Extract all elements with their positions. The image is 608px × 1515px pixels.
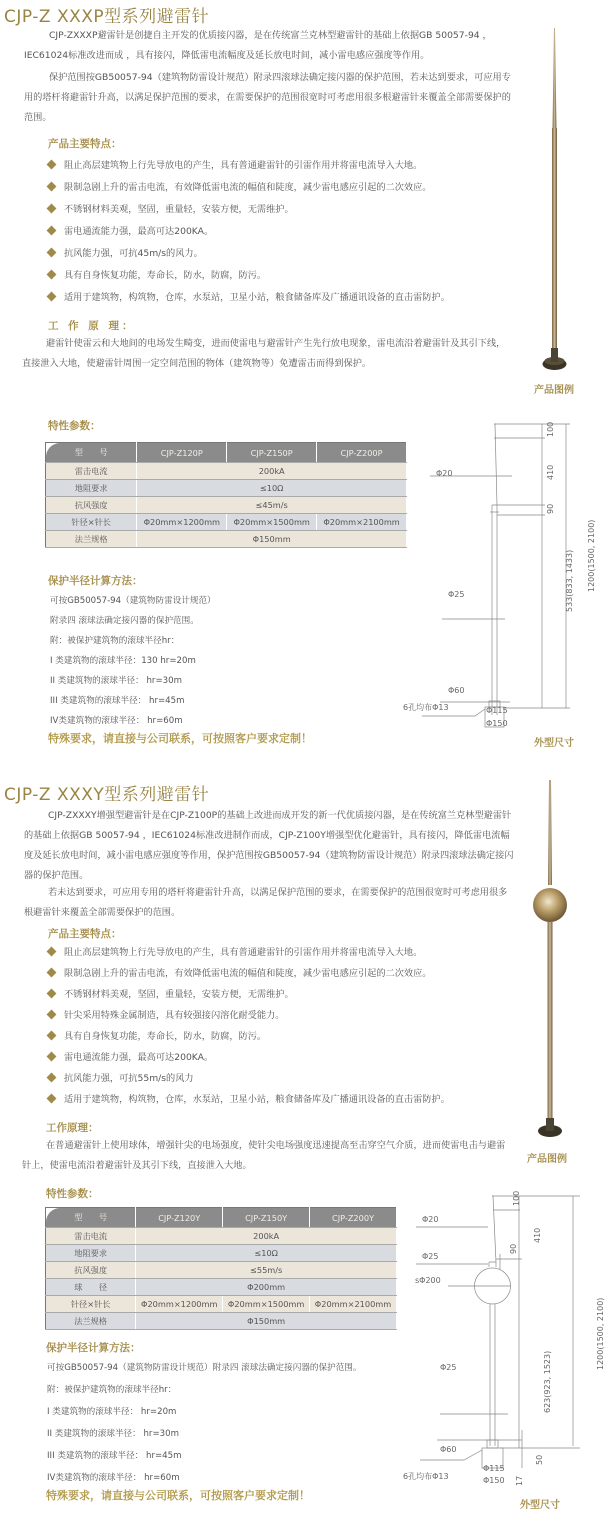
dim-1200: 1200(1500, 2100): [596, 1297, 605, 1370]
table-cell: ≤55m/s: [136, 1262, 397, 1279]
section1-drawing-caption: 外型尺寸: [534, 738, 574, 749]
section2-principle-text: 在普通避雷针上使用球体，增强针尖的电场强度，使针尖电场强度迅速提高至击穿空气介质，进而使雷电击与避雷针上，使雷电流沿着避雷针及其引下线，直接泄入大地。: [22, 1140, 506, 1171]
table-cell: ≤10Ω: [137, 480, 407, 497]
table-cell-label: 抗风强度: [46, 497, 137, 514]
feature-item: 不锈钢材料美观，坚固，重量轻，安装方便，无需维护。: [48, 200, 450, 220]
diamond-bullet-icon: [47, 968, 57, 978]
dim-d20: Φ20: [422, 1215, 439, 1224]
table-header-row: [46, 443, 407, 463]
table-row: [46, 1262, 397, 1279]
dim-d115: Φ115: [486, 706, 508, 715]
feature-item: 阻止高层建筑物上行先导放电的产生，具有普通避雷针的引雷作用并将雷电流导入大地。: [48, 943, 450, 963]
section1-title: CJP-Z XXXP型系列避雷针: [4, 7, 210, 27]
dim-holes: 6孔均布Φ13: [403, 1472, 449, 1481]
table-row: [46, 480, 407, 497]
dim-17: 17: [515, 1475, 524, 1486]
dim-50: 50: [535, 1454, 544, 1465]
table-cell: ≤10Ω: [136, 1245, 397, 1262]
table-cell: 200kA: [137, 463, 407, 480]
section1-intro-2: 保护范围按GB50057-94（建筑物防雷设计规范）附录四滚球法确定接闪器的保护范围，若未达到要求，可应用专用的塔杆将避雷针升高，以满足保护范围的要求，在需要保护的范围很宽时可考虑用很多根避雷针来覆盖全部需要保护的范围。: [24, 72, 511, 123]
table-cell: Φ20mm×1500mm: [227, 514, 317, 531]
section1-principle-text: 避雷针使雷云和大地间的电场发生畸变，进而使雷电与避雷针产生先行放电现象，雷电流沿着避雷针及其引下线，直接泄入大地，使避雷针周围一定空间范围的物体（建筑物等）免遭雷击而得到保护。: [22, 338, 506, 369]
diamond-bullet-icon: [47, 248, 57, 258]
table-header-cell: CJP-Z120P: [137, 443, 227, 463]
diamond-bullet-icon: [47, 1031, 57, 1041]
table-cell-label: 雷击电流: [46, 1228, 136, 1245]
dim-410: 410: [546, 464, 555, 480]
table-cell: Φ20mm×1500mm: [223, 1296, 310, 1313]
diamond-bullet-icon: [47, 989, 57, 999]
diamond-bullet-icon: [47, 182, 57, 192]
feature-item: 针尖采用特殊金属制造，具有较强接闪溶化耐受能力。: [48, 1006, 450, 1026]
dim-90: 90: [509, 1243, 518, 1254]
table-cell: Φ20mm×1200mm: [137, 514, 227, 531]
table-cell-label: 法兰规格: [46, 1313, 136, 1330]
table-header-row: [46, 1208, 397, 1228]
calc-line: IV类建筑物的滚球半径： hr=60m: [50, 716, 183, 726]
table-cell-label: 法兰规格: [46, 531, 137, 548]
section1-intro-1: CJP-ZXXXP避雷针是创捷自主开发的优质接闪器，是在传统富兰克林型避雷针的基础上依据GB 50057-94 ，IEC61024标准改进而成 ，具有接闪，降低雷电流幅度及延长放电时间，减小雷电感应强度等作用。: [24, 30, 492, 61]
calc-line: I 类建筑物的滚球半径： hr=20m: [47, 1407, 177, 1417]
table-cell: Φ20mm×2100mm: [310, 1296, 397, 1313]
section2-intro-2: 若未达到要求，可应用专用的塔杆将避雷针升高，以满足保护范围的要求，在需要保护的范围很宽时可考虑用很多根避雷针来覆盖全部需要保护的范围。: [24, 887, 508, 918]
section2-title: CJP-Z XXXY型系列避雷针: [4, 785, 210, 805]
calc-line: III 类建筑物的滚球半径： hr=45m: [47, 1451, 182, 1461]
table-header-cell: 型 号: [46, 443, 137, 463]
section2-features-list: [48, 943, 450, 1110]
table-cell-label: 地阻要求: [46, 1245, 136, 1262]
section1-calc-title: 保护半径计算方法：: [48, 575, 143, 587]
table-header-cell: CJP-Z200Y: [310, 1208, 397, 1228]
section2-spec-table: [45, 1207, 397, 1330]
table-row: [46, 531, 407, 548]
feature-item: 限制急剧上升的雷击电流，有效降低雷电流的幅值和陡度，减少雷电感应引起的二次效应。: [48, 964, 450, 984]
calc-line: III 类建筑物的滚球半径： hr=45m: [50, 696, 185, 706]
table-row: [46, 1296, 397, 1313]
table-cell: Φ200mm: [136, 1279, 397, 1296]
diamond-bullet-icon: [47, 1094, 57, 1104]
section1-features-list: [48, 156, 450, 308]
calc-line: II 类建筑物的滚球半径： hr=30m: [50, 676, 182, 686]
section2-drawing-caption: 外型尺寸: [520, 1500, 560, 1511]
dim-d150: Φ150: [486, 719, 508, 728]
table-row: [46, 463, 407, 480]
table-header-cell: 型 号: [46, 1208, 136, 1228]
diamond-bullet-icon: [47, 1010, 57, 1020]
section2-calc-title: 保护半径计算方法：: [46, 1342, 141, 1354]
diamond-bullet-icon: [47, 160, 57, 170]
feature-item: 雷电通流能力强，最高可达200KA。: [48, 222, 450, 242]
table-cell-label: 针径×针长: [46, 514, 137, 531]
dim-90: 90: [546, 503, 555, 514]
diamond-bullet-icon: [47, 270, 57, 280]
calc-line: 可按GB50057-94（建筑物防雷设计规范）附录四 滚球法确定接闪器的保护范围。: [47, 1363, 362, 1373]
section2-features-title: 产品主要特点：: [48, 928, 122, 940]
calc-line: IV类建筑物的滚球半径： hr=60m: [47, 1473, 180, 1483]
calc-line: I 类建筑物的滚球半径：130 hr=20m: [50, 656, 196, 666]
table-cell: ≤45m/s: [137, 497, 407, 514]
table-cell-label: 针径×针长: [46, 1296, 136, 1313]
section1-principle-title: 工 作 原 理：: [48, 320, 136, 332]
dim-d60: Φ60: [448, 686, 465, 695]
feature-item: 雷电通流能力强，最高可达200KA。: [48, 1048, 450, 1068]
dim-533: 533(833, 1433): [565, 549, 574, 612]
dim-100: 100: [546, 421, 555, 437]
table-cell: Φ20mm×1200mm: [136, 1296, 223, 1313]
section1-photo-caption: 产品图例: [534, 385, 574, 396]
product-photo-ball-rod: [520, 770, 580, 1145]
table-row: [46, 1313, 397, 1330]
diamond-bullet-icon: [47, 204, 57, 214]
table-cell: Φ150mm: [137, 531, 407, 548]
dim-sd200: sΦ200: [415, 1276, 441, 1285]
dim-holes: 6孔均布Φ13: [403, 703, 449, 712]
diamond-bullet-icon: [47, 1052, 57, 1062]
section1-features-title: 产品主要特点：: [48, 138, 122, 150]
section2-intro-1: CJP-ZXXXY增强型避雷针是在CJP-Z100P的基础上改进而成开发的新一代优质接闪器，是在传统富兰克林型避雷针的基础上依据GB 50057-94 ，IEC61024标准改进制作而成，CJP-Z100Y增强型优化避雷针，具有接闪，降低雷电流幅度及延长放电时间，减小雷电感应强度等作用，保护范围按GB50057-94（建筑物防雷设计规范）附录四滚球法确定接闪器的保护范围。: [24, 810, 514, 881]
table-header-cell: CJP-Z200P: [317, 443, 407, 463]
table-cell-label: 地阻要求: [46, 480, 137, 497]
dimension-drawing-y: [400, 1190, 608, 1475]
dim-100: 100: [512, 1190, 521, 1206]
table-row: [46, 1228, 397, 1245]
dim-410: 410: [533, 1227, 542, 1243]
table-cell-label: 球 径: [46, 1279, 136, 1296]
table-header-cell: CJP-Z150Y: [223, 1208, 310, 1228]
table-cell: 200kA: [136, 1228, 397, 1245]
section1-special-note: 特殊要求，请直接与公司联系，可按照客户要求定制！: [48, 732, 312, 745]
calc-line: 附：被保护建筑物的滚球半径hr：: [47, 1385, 177, 1395]
table-row: [46, 1279, 397, 1296]
dim-1200: 1200(1500, 2100): [587, 519, 596, 592]
dimension-drawing-p: [400, 420, 608, 740]
dim-d20: Φ20: [436, 469, 453, 478]
diamond-bullet-icon: [47, 226, 57, 236]
calc-line: 附：被保护建筑物的滚球半径hr：: [50, 636, 180, 646]
table-row: [46, 497, 407, 514]
product-photo-rod: [530, 20, 580, 375]
dim-d60: Φ60: [440, 1445, 457, 1454]
table-cell-label: 抗风强度: [46, 1262, 136, 1279]
diamond-bullet-icon: [47, 292, 57, 302]
table-cell: Φ150mm: [136, 1313, 397, 1330]
table-header-cell: CJP-Z120Y: [136, 1208, 223, 1228]
feature-item: 具有自身恢复功能，寿命长，防水，防腐，防污。: [48, 1027, 450, 1047]
diamond-bullet-icon: [47, 1073, 57, 1083]
dim-623: 623(923, 1523): [543, 1350, 552, 1413]
feature-item: 阻止高层建筑物上行先导放电的产生，具有普通避雷针的引雷作用并将雷电流导入大地。: [48, 156, 450, 176]
dim-d25: Φ25: [440, 1363, 457, 1372]
feature-item: 不锈钢材料美观，坚固，重量轻，安装方便，无需维护。: [48, 985, 450, 1005]
calc-line: II 类建筑物的滚球半径： hr=30m: [47, 1429, 179, 1439]
table-cell: Φ20mm×2100mm: [317, 514, 407, 531]
section2-principle-title: 工作原理：: [46, 1122, 99, 1134]
dim-d25-neck: Φ25: [422, 1252, 439, 1261]
feature-item: 具有自身恢复功能，寿命长，防水，防腐，防污。: [48, 266, 450, 286]
section2-params-title: 特性参数：: [46, 1188, 99, 1200]
feature-item: 抗风能力强，可抗55m/s的风力: [48, 1069, 450, 1089]
dim-d150: Φ150: [483, 1476, 505, 1485]
section1-spec-table: [45, 442, 407, 548]
table-header-cell: CJP-Z150P: [227, 443, 317, 463]
section2-photo-caption: 产品图例: [527, 1154, 567, 1165]
dim-d115: Φ115: [483, 1464, 505, 1473]
calc-line: 附录四 滚球法确定接闪器的保护范围。: [50, 616, 199, 626]
feature-item: 限制急剧上升的雷击电流，有效降低雷电流的幅值和陡度，减少雷电感应引起的二次效应。: [48, 178, 450, 198]
table-row: [46, 514, 407, 531]
calc-line: 可按GB50057-94（建筑物防雷设计规范）: [50, 596, 216, 606]
table-cell-label: 雷击电流: [46, 463, 137, 480]
dim-d25: Φ25: [448, 590, 465, 599]
section2-special-note: 特殊要求，请直接与公司联系，可按照客户要求定制！: [46, 1489, 310, 1502]
feature-item: 适用于建筑物，构筑物，仓库，水泵站，卫星小站，粮食储备库及广播通讯设备的直击雷防护。: [48, 1090, 450, 1110]
section1-params-title: 特性参数：: [48, 420, 101, 432]
feature-item: 抗风能力强，可抗45m/s的风力。: [48, 244, 450, 264]
feature-item: 适用于建筑物，构筑物，仓库，水泵站，卫星小站，粮食储备库及广播通讯设备的直击雷防护。: [48, 288, 450, 308]
diamond-bullet-icon: [47, 947, 57, 957]
table-row: [46, 1245, 397, 1262]
